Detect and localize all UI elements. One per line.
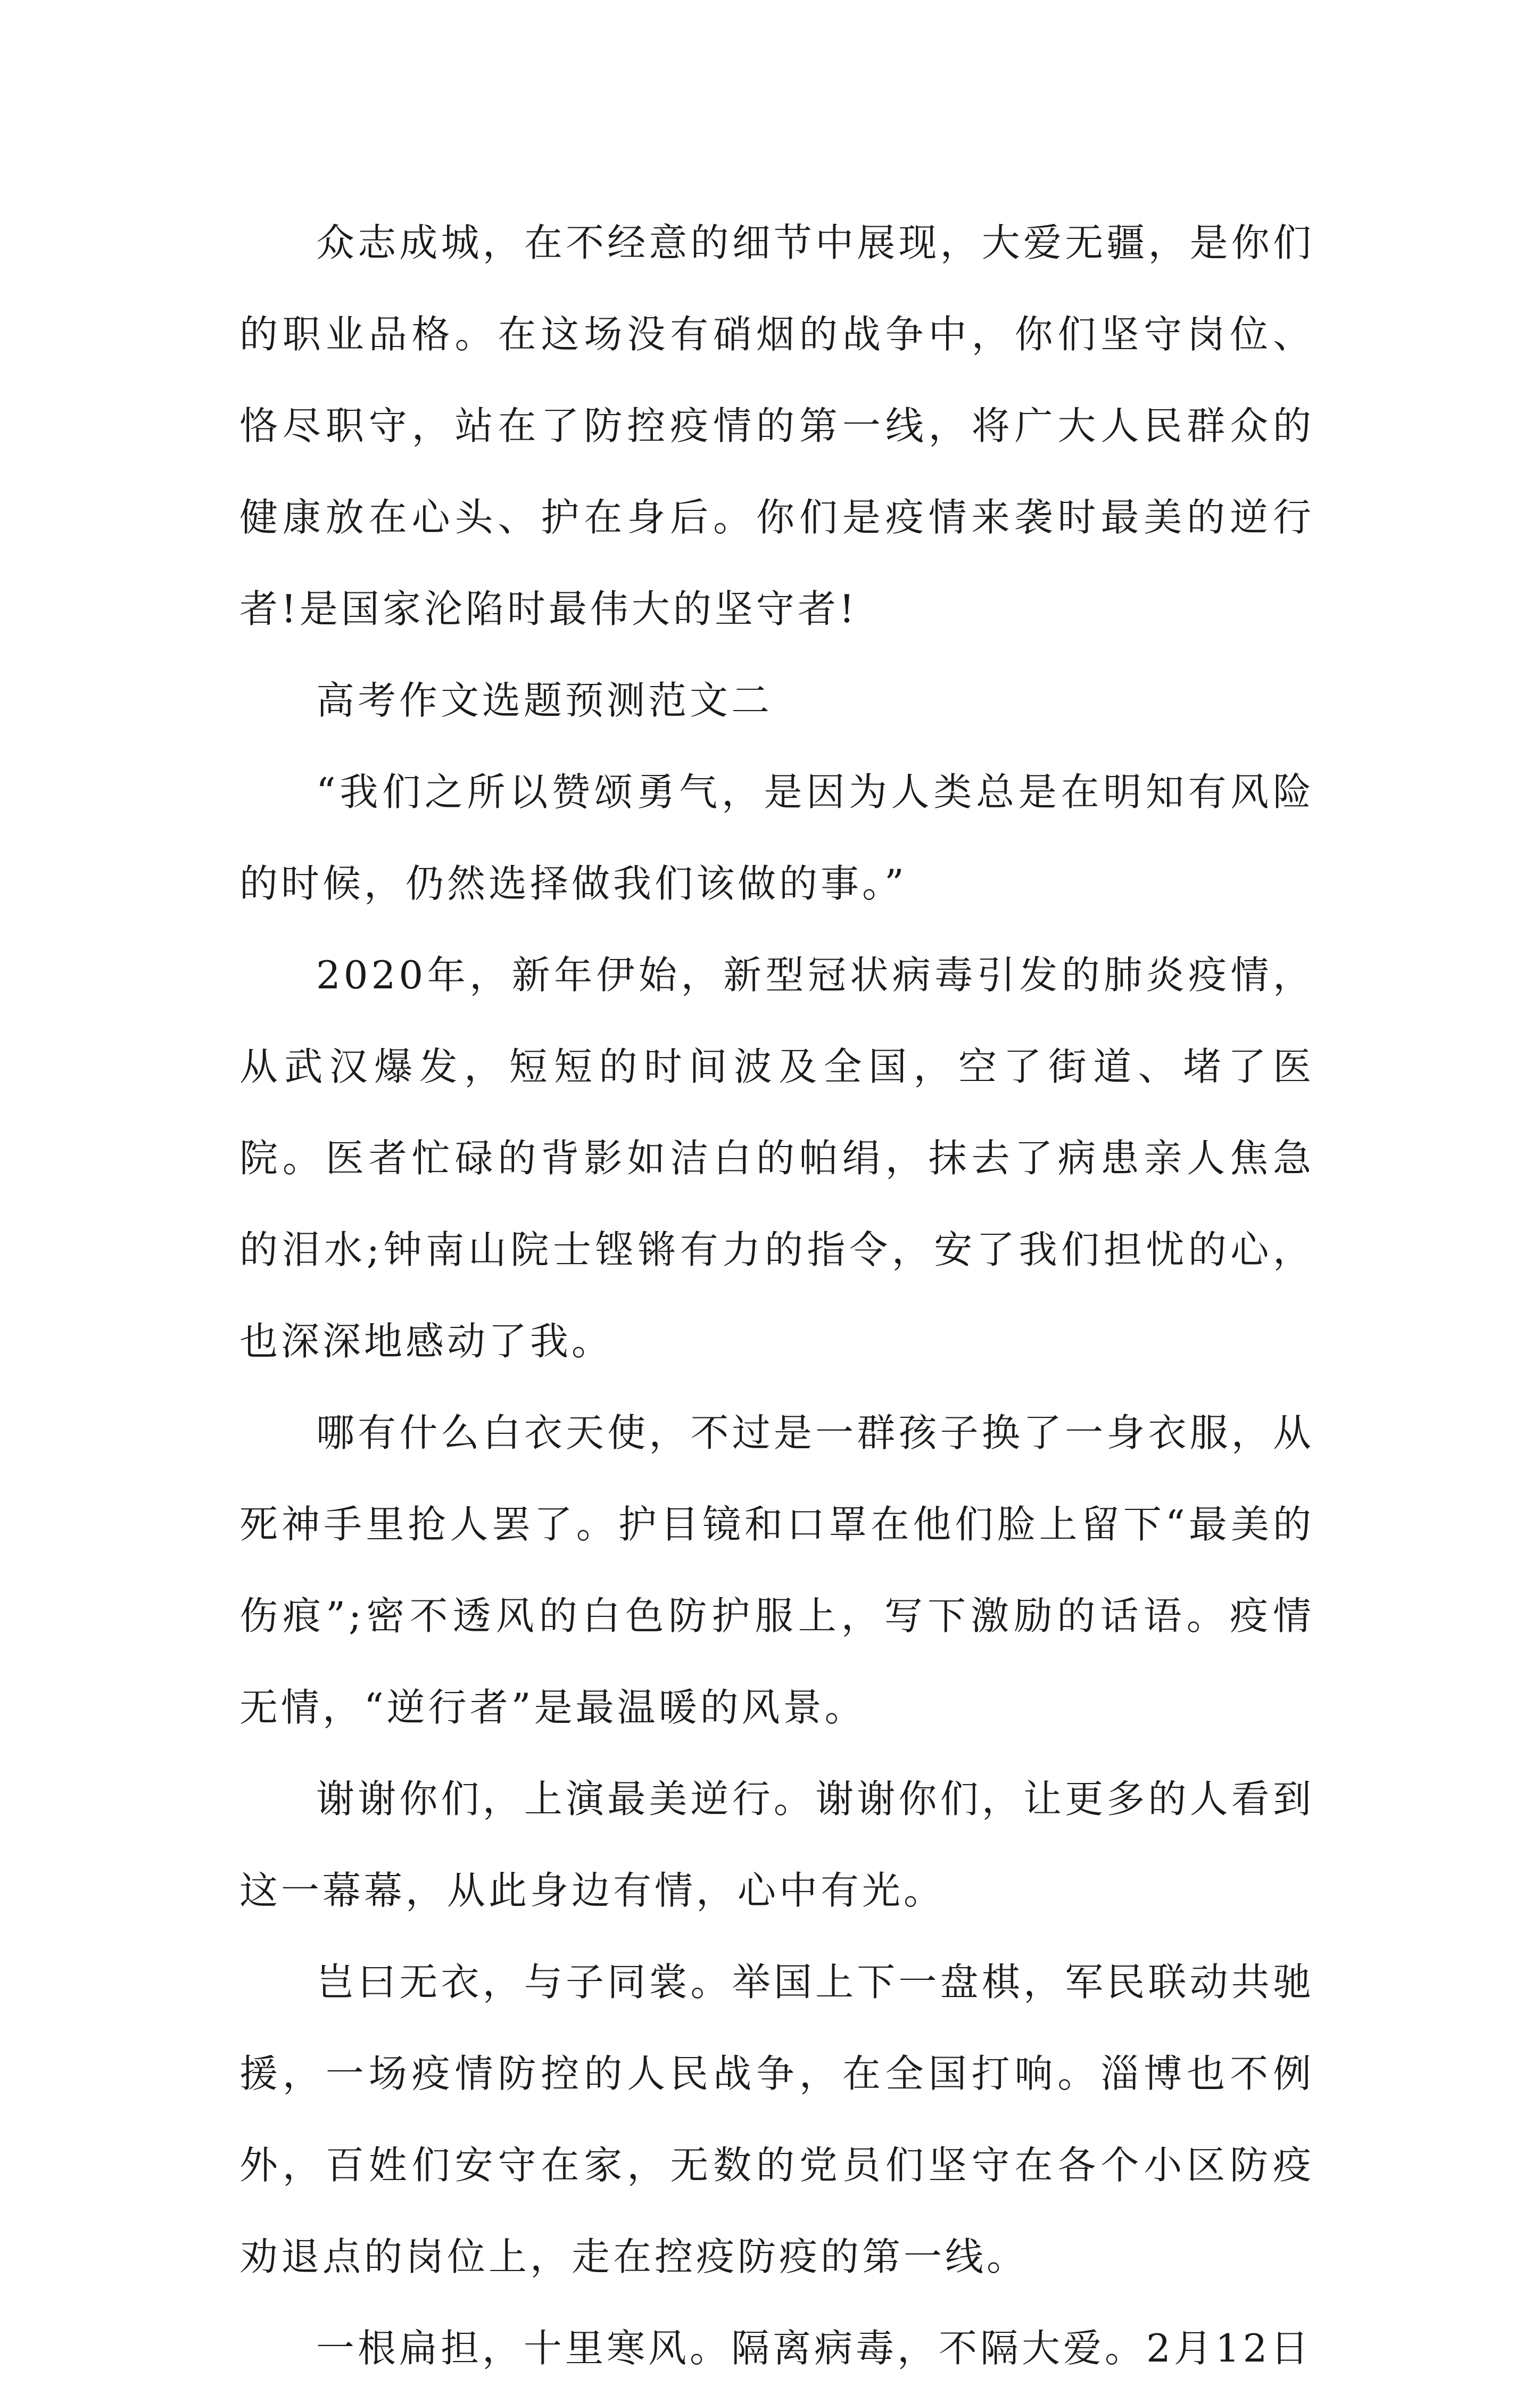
paragraph-4: 谢谢你们，上演最美逆行。谢谢你们，让更多的人看到这一幕幕，从此身边有情，心中有光。 [239, 1777, 1314, 1913]
paragraph-5: 岂曰无衣，与子同裳。举国上下一盘棋，军民联动共驰援，一场疫情防控的人民战争，在全国打响。淄博也不例外，百姓们安守在家，无数的党员们坚守在各个小区防疫劝退点的岗位上，走在控疫防疫的第一线。 [239, 1960, 1314, 2279]
paragraph-3: 哪有什么白衣天使，不过是一群孩子换了一身衣服，从死神手里抢人罢了。护目镜和口罩在他们脸上留下“最美的伤痕”;密不透风的白色防护服上，写下激励的话语。疫情无情，“逆行者”是最温暖的风景。 [239, 1410, 1314, 1730]
section-heading: 高考作文选题预测范文二 [316, 678, 773, 723]
paragraph-2: 2020年，新年伊始，新型冠状病毒引发的肺炎疫情，从武汉爆发，短短的时间波及全国，空了街道、堵了医院。医者忙碌的背影如洁白的帕绢，抹去了病患亲人焦急的泪水;钟南山院士铿锵有力的指令，安了我们担忧的心，也深深地感动了我。 [239, 953, 1314, 1364]
paragraph-1: 众志成城，在不经意的细节中展现，大爱无疆，是你们的职业品格。在这场没有硝烟的战争中，你们坚守岗位、恪尽职守，站在了防控疫情的第一线，将广大人民群众的健康放在心头、护在身后。你们是疫情来袭时最美的逆行者!是国家沦陷时最伟大的坚守者! [239, 220, 1314, 631]
paragraph-quote: “我们之所以赞颂勇气，是因为人类总是在明知有风险的时候，仍然选择做我们该做的事。” [239, 770, 1314, 906]
paragraph-6: 一根扁担，十里寒风。隔离病毒，不隔大爱。2月12日 [316, 2326, 1312, 2371]
document-body [239, 197, 1314, 2394]
